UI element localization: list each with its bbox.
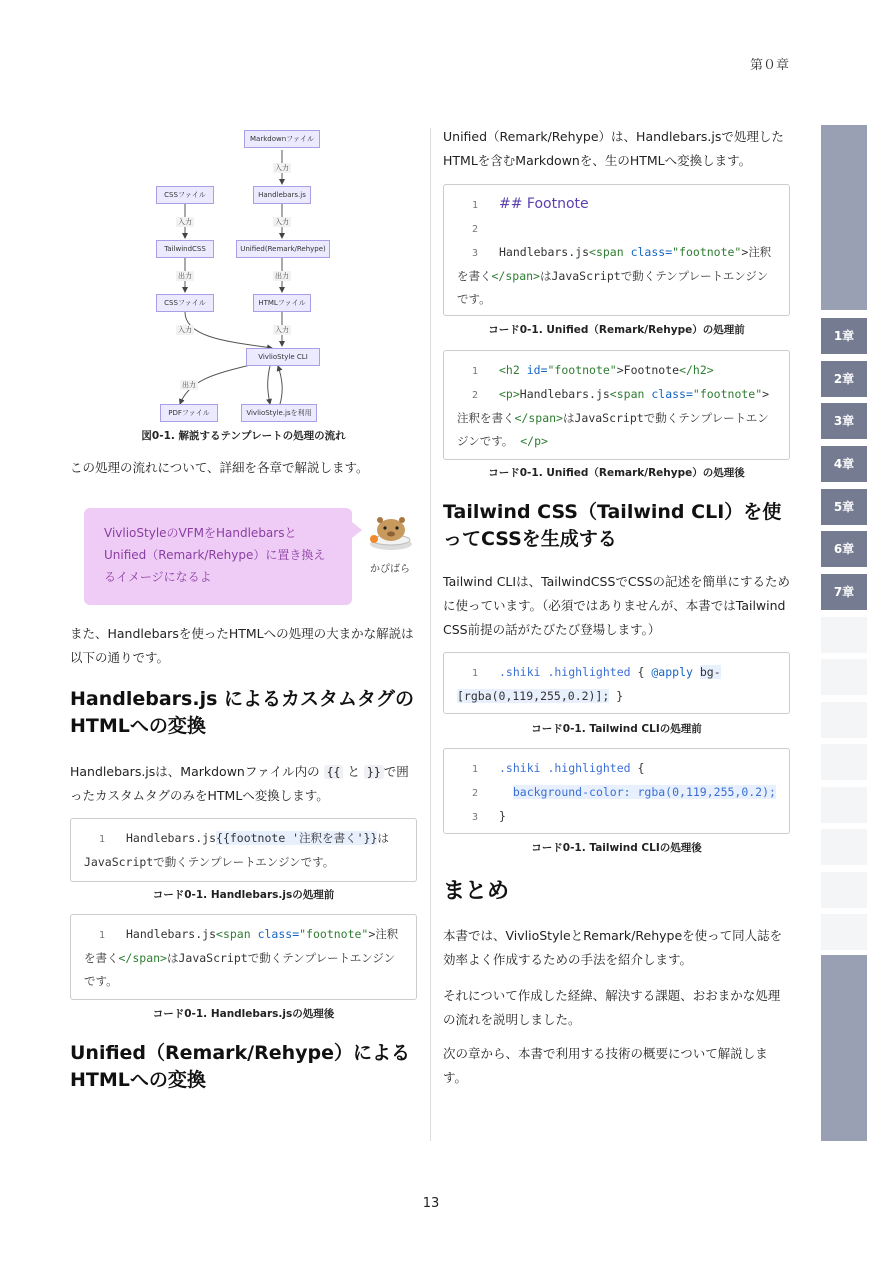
- code-tag: <h2: [499, 363, 520, 377]
- code-tag: </p>: [520, 434, 548, 448]
- code-text: {: [637, 665, 645, 679]
- line-number: 1: [98, 834, 106, 845]
- hb-and: と: [347, 764, 360, 779]
- code-line: [457, 193, 777, 217]
- line-number: 1: [471, 764, 479, 775]
- code-text: {: [637, 761, 645, 775]
- code-caption: コード0-1. Handlebars.jsの処理前: [152, 889, 335, 901]
- chapter-tab-empty: [821, 617, 867, 653]
- code-block-tailwind-after: [443, 748, 790, 834]
- line-number: 2: [471, 390, 479, 401]
- sidebar-bottom-block: [821, 955, 867, 1141]
- node-html: HTMLファイル: [253, 294, 311, 312]
- code-text: }: [499, 809, 506, 823]
- hb-text-a: Handlebars.jsは、Markdownファイル内の: [70, 764, 320, 779]
- code-tag: </span>: [491, 269, 540, 283]
- code-text: はJavaScriptで動くテンプレートエンジンです。: [84, 831, 389, 869]
- summary-paragraph-1: 本書では、VivlioStyleとRemark/Rehypeを使って同人誌を効率よく作成するための手法を紹介します。: [443, 928, 783, 967]
- chapter-tab-7[interactable]: 7章: [821, 574, 867, 610]
- line-number: 1: [471, 366, 479, 377]
- code-attr: class=: [651, 387, 693, 401]
- node-tailwindcss: TailwindCSS: [156, 240, 214, 258]
- chapter-tab-1[interactable]: 1章: [821, 318, 867, 354]
- sidebar-top-block: [821, 125, 867, 310]
- code-text: Handlebars.js: [519, 387, 610, 401]
- line-number: 1: [471, 668, 479, 679]
- code-attr: class=: [630, 245, 673, 259]
- node-vivliostyle-js: VivlioStyle.jsを利用: [241, 404, 317, 422]
- edge-label: 出力: [178, 272, 192, 280]
- heading-tailwind: Tailwind CSS（Tailwind CLI）を使ってCSSを生成する: [443, 501, 782, 550]
- code-line: [457, 241, 777, 311]
- code-block-handlebars-after: [70, 914, 417, 1000]
- speech-bubble: [84, 508, 352, 605]
- edge-label: 入力: [275, 326, 289, 334]
- code-text: >: [762, 387, 770, 401]
- code-caption: コード0-1. Unified（Remark/Rehype）の処理後: [488, 467, 745, 479]
- node-css-output: CSSファイル: [156, 294, 214, 312]
- node-css-input: CSSファイル: [156, 186, 214, 204]
- code-block-tailwind-before: [443, 652, 790, 714]
- heading-handlebars: Handlebars.js によるカスタムタグのHTMLへの変換: [70, 688, 415, 737]
- inline-code-open: {{: [324, 765, 344, 779]
- code-tag: <span: [609, 387, 645, 401]
- intro-paragraph: この処理の流れについて、詳細を各章で解説します。: [70, 460, 369, 475]
- code-caption: コード0-1. Handlebars.jsの処理後: [152, 1008, 335, 1020]
- code-tag: </h2>: [679, 363, 714, 377]
- node-markdown: Markdownファイル: [244, 130, 320, 148]
- page-number: 13: [422, 1196, 440, 1211]
- code-tag: <span: [589, 245, 624, 259]
- code-block-unified-after: [443, 350, 790, 460]
- node-unified: Unified(Remark/Rehype): [236, 240, 330, 258]
- line-number: 2: [471, 788, 479, 799]
- node-handlebars: Handlebars.js: [253, 186, 311, 204]
- character-name: かぴばら: [370, 564, 410, 575]
- code-text: }: [616, 689, 624, 703]
- edge-label: 入力: [178, 326, 192, 334]
- code-heading: ## Footnote: [499, 196, 589, 212]
- chapter-tab-empty: [821, 787, 867, 823]
- code-directive: @apply: [651, 665, 693, 679]
- chapter-tab-5[interactable]: 5章: [821, 489, 867, 525]
- summary-paragraph-3: 次の章から、本書で利用する技術の概要について解説します。: [443, 1046, 768, 1085]
- node-vivliostyle-cli: VivlioStyle CLI: [246, 348, 320, 366]
- chapter-tab-empty: [821, 914, 867, 950]
- node-pdf: PDFファイル: [160, 404, 218, 422]
- code-tag: </span>: [118, 951, 167, 965]
- code-declaration: background-color: rgba(0,119,255,0.2);: [512, 785, 776, 799]
- code-string: "footnote": [692, 387, 763, 401]
- code-selector: .shiki .highlighted: [499, 665, 631, 679]
- chapter-tab-2[interactable]: 2章: [821, 361, 867, 397]
- code-template: {{footnote '注釈を書く'}}: [216, 831, 378, 845]
- hb-text-b: で囲ったカスタムタグのみをHTMLへ変換します。: [70, 764, 409, 803]
- chapter-header: 第０章: [749, 58, 789, 73]
- code-attr: class=: [257, 927, 300, 941]
- edge-label: 入力: [275, 218, 289, 226]
- code-line: [457, 805, 777, 829]
- line-number: 3: [471, 248, 479, 259]
- code-text: はJavaScriptで動くテンプレートエンジンです。: [84, 951, 396, 988]
- code-tag: </span>: [514, 411, 563, 425]
- code-text: 注釈を書く: [457, 245, 772, 283]
- capybara-avatar: [368, 512, 414, 552]
- code-string: "footnote": [299, 927, 369, 941]
- code-text: Handlebars.js: [126, 831, 217, 845]
- overview-paragraph: また、Handlebarsを使ったHTMLへの処理の大まかな解説は以下の通りです。: [70, 626, 414, 665]
- inline-code-close: }}: [364, 765, 384, 779]
- chapter-tab-empty: [821, 659, 867, 695]
- edge-label: 入力: [275, 164, 289, 172]
- chapter-tab-empty: [821, 744, 867, 780]
- code-line: [457, 781, 777, 805]
- code-caption: コード0-1. Tailwind CLIの処理後: [531, 842, 702, 854]
- code-attr: id=: [526, 363, 548, 377]
- chapter-tab-empty: [821, 872, 867, 908]
- code-text: >Footnote: [616, 363, 680, 377]
- code-line: [457, 757, 777, 781]
- flow-diagram: [130, 128, 360, 424]
- chapter-tab-3[interactable]: 3章: [821, 403, 867, 439]
- unified-paragraph: Unified（Remark/Rehype）は、Handlebars.jsで処理したHTMLを含むMarkdownを、生のHTMLへ変換します。: [443, 129, 784, 168]
- diagram-arrows: [130, 128, 360, 424]
- code-text: はJavaScriptで動くテンプレートエンジンです。: [457, 269, 769, 306]
- code-line: [457, 217, 777, 241]
- chapter-tab-empty: [821, 829, 867, 865]
- figure-caption: 図0-1. 解説するテンプレートの処理の流れ: [141, 430, 346, 442]
- code-text: 注釈を書く: [457, 411, 515, 425]
- code-tag: <span: [216, 927, 251, 941]
- line-number: 3: [471, 812, 479, 823]
- heading-summary: まとめ: [443, 879, 510, 904]
- code-text: Handlebars.js: [126, 927, 217, 941]
- code-text: 注釈を書く: [84, 927, 399, 965]
- code-caption: コード0-1. Tailwind CLIの処理前: [531, 723, 702, 735]
- chapter-tab-4[interactable]: 4章: [821, 446, 867, 482]
- code-selector: .shiki .highlighted: [499, 761, 631, 775]
- code-block-unified-before: [443, 184, 790, 316]
- code-string: "footnote": [547, 363, 617, 377]
- bubble-text: VivlioStyleのVFMをHandlebarsとUnified（Remark/Rehype）に置き換えるイメージになるよ: [104, 526, 326, 584]
- edge-label: 出力: [182, 381, 196, 389]
- chapter-tab-6[interactable]: 6章: [821, 531, 867, 567]
- code-text: >: [741, 245, 749, 259]
- summary-paragraph-2: それについて作成した経緯、解決する課題、おおまかな処理の流れを説明しました。: [443, 988, 781, 1027]
- line-number: 2: [471, 224, 479, 235]
- code-string: "footnote": [672, 245, 742, 259]
- code-text: >: [368, 927, 376, 941]
- tailwind-paragraph: Tailwind CLIは、TailwindCSSでCSSの記述を簡単にするために使っています。（必須ではありませんが、本書ではTailwind CSS前提の話がたびたび登場します。）: [443, 574, 790, 637]
- code-line: [457, 359, 777, 383]
- code-class: bg-[rgba(0,119,255,0.2)];: [457, 665, 721, 703]
- edge-label: 入力: [178, 218, 192, 226]
- code-line: [457, 383, 777, 453]
- heading-unified: Unified（Remark/Rehype）によるHTMLへの変換: [70, 1042, 411, 1091]
- line-number: 1: [471, 200, 479, 211]
- code-block-handlebars-before: [70, 818, 417, 882]
- column-divider: [430, 128, 431, 1141]
- line-number: 1: [98, 930, 106, 941]
- code-text: はJavaScriptで動くテンプレートエンジンです。: [457, 411, 769, 448]
- code-tag: <p>: [499, 387, 520, 401]
- code-text: Handlebars.js: [499, 245, 590, 259]
- chapter-tab-empty: [821, 702, 867, 738]
- code-caption: コード0-1. Unified（Remark/Rehype）の処理前: [488, 324, 745, 336]
- handlebars-paragraph: [70, 760, 417, 808]
- edge-label: 出力: [275, 272, 289, 280]
